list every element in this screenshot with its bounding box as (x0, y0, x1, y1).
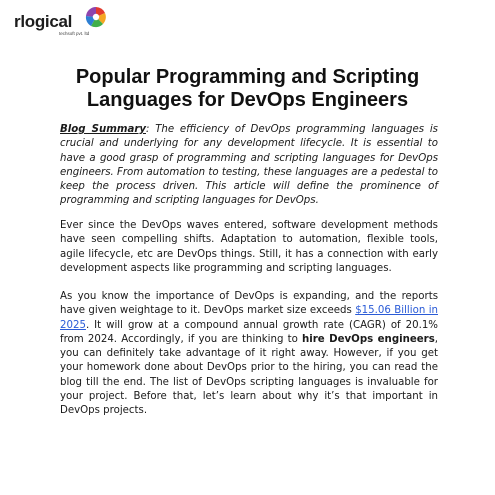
market-size-link[interactable]: $15.06 Billion in 2025 (60, 305, 438, 331)
summary-text: The efficiency of DevOps programming languages is crucial and underlying for any development lifecycle. It is essential to have a good grasp of programming and scripting languages for DevOps engineers. From automation to testing, these languages are a pedestal to keep the process driven. This article will define the prominence of programming and scripting languages for DevOps. (60, 124, 438, 207)
company-logo[interactable] (14, 5, 106, 39)
title-line-2: Languages for DevOps Engineers (86, 89, 409, 111)
body-paragraph-2 (60, 290, 438, 419)
blog-summary (60, 123, 438, 209)
summary-label: Blog Summary (60, 124, 146, 135)
logo-swirl-icon (84, 5, 108, 29)
page-title (20, 66, 475, 112)
title-line-1: Popular Programming and Scripting (75, 66, 420, 88)
logo-subtitle: techsoft pvt. ltd (59, 31, 90, 36)
paragraph2-part1: As you know the importance of DevOps is expanding, and the reports have given weightage to it. DevOps market size exceeds (60, 291, 438, 317)
summary-separator: : (145, 124, 150, 135)
paragraph2-part2: . It will grow at a compound annual growth rate (CAGR) of 20.1% from 2024. Accordingly, if you are thinking to (60, 319, 438, 345)
logo-wordmark: rlogical (14, 12, 73, 31)
body-paragraph-1: Ever since the DevOps waves entered, software development methods have seen compelling shifts. Adaptation to automation, flexible tools, agile lifecycle, etc are DevOps things. Still, it has a connection with early development aspects like programming and scripting languages. (60, 220, 438, 274)
paragraph2-part3: , you can definitely take advantage of it right away. However, if you get your homework done about DevOps prior to the hiring, you can read the blog till the end. The list of DevOps scripting languages is invaluable for your project. Before that, let’s learn about why it’s that important in DevOps projects. (60, 333, 439, 417)
hire-devops-engineers-text: hire DevOps engineers (302, 333, 435, 345)
